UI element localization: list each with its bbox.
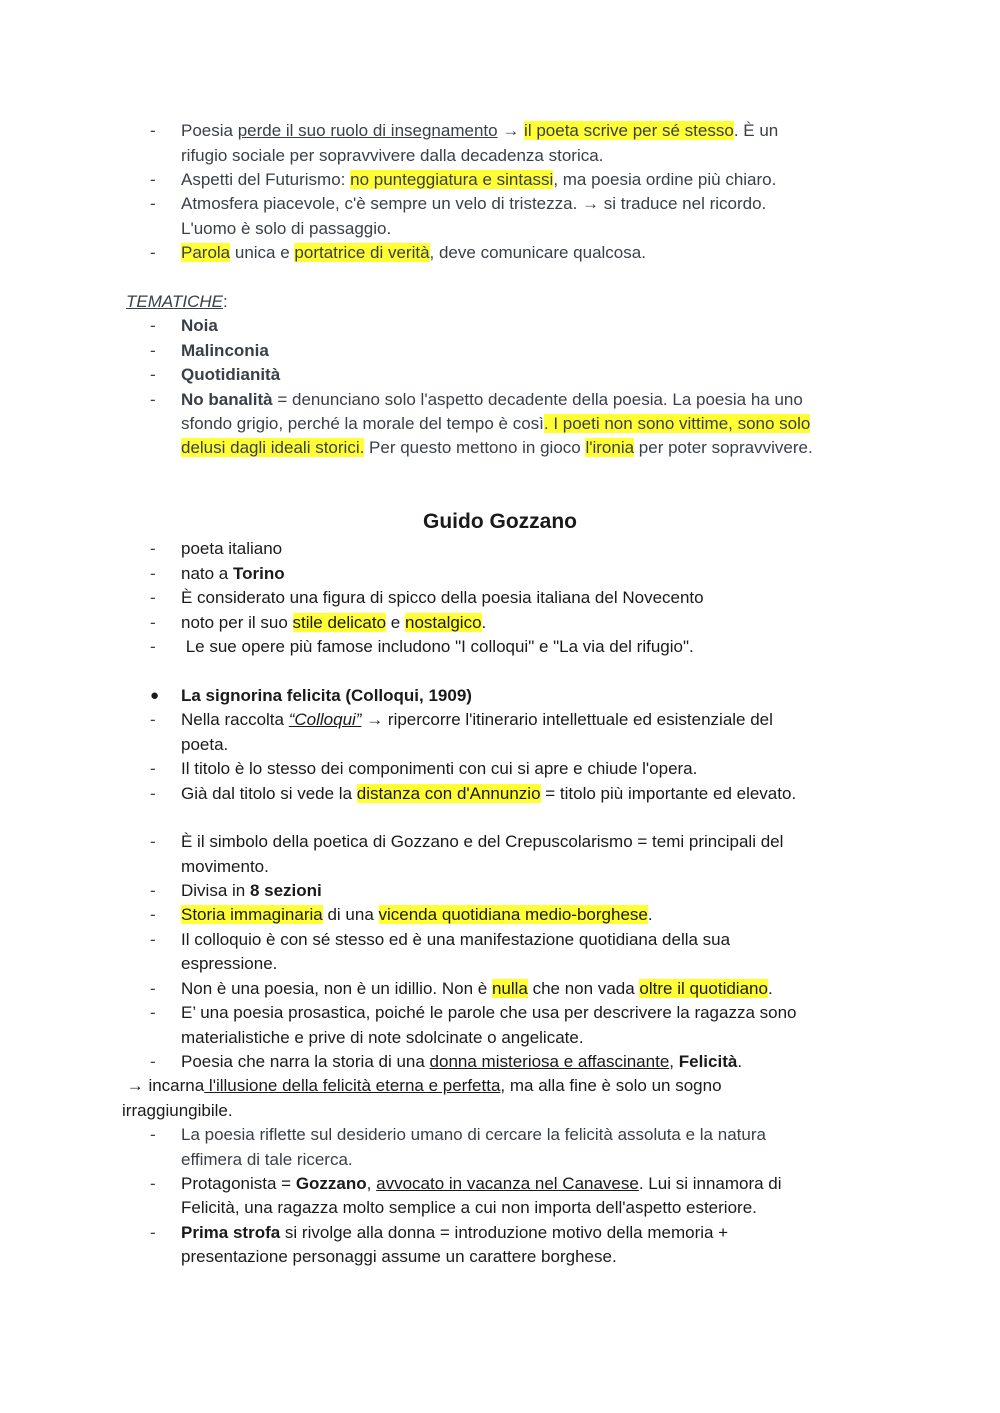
- dash-marker: -: [150, 588, 156, 607]
- dash-marker: -: [150, 759, 156, 778]
- dash-marker: -: [150, 390, 156, 409]
- bullet-marker: ●: [150, 687, 160, 704]
- dash-marker: -: [150, 979, 156, 998]
- dash-marker: -: [150, 341, 156, 360]
- dash-marker: -: [150, 881, 156, 900]
- dash-marker: -: [150, 784, 156, 803]
- dash-marker: -: [150, 1003, 156, 1022]
- dash-marker: -: [150, 121, 156, 140]
- dash-marker: -: [150, 564, 156, 583]
- free-paragraph-continuation: irraggiungibile.: [122, 1101, 233, 1120]
- dash-marker: -: [150, 905, 156, 924]
- dash-marker: -: [150, 1223, 156, 1242]
- document-page: - Poesia perde il suo ruolo di insegnamento → il poeta scrive per sé stesso. È un rifugio sociale per sopravvivere dalla decadenza storica. - Aspetti del Futurismo: no punteggiatura e sintassi, ma poesia ordine più chiaro. - Atmosfera piacevole, c'è sempre un velo di tristezza. → si traduce nel ricordo. L'uomo è solo di passaggio. - Parola unica e portatrice di verità, deve comunicare qualcosa. TEMATICHE: - Noia - Malinconia - Quotidianità - No banalità = denunciano solo l'aspetto decadente della poesia. La poesia ha uno sfondo grigio, perché la morale del tempo è così. I poeti non sono vittime, sono solo delusi dagli ideali storici. Per questo mettono in gioco l'ironia per poter sopravvivere. Guido Gozzano - poeta italiano - nato a Torino - È considerato una figura di spicco della poesia italiana del Novecento - noto per il suo stile delicato e nostalgico. - Le sue opere più famose includono "I colloqui" e "La via del rifugio". ● La signorina felicita (Colloqui, 1909) - Nella raccolta “Colloqui” → ripercorre l'itinerario intellettuale ed esistenziale del poeta. - Il titolo è lo stesso dei componimenti con cui si apre e chiude l'opera. - Già dal titolo si vede la distanza con d'Annunzio = titolo più importante ed elevato. - È il simbolo della poetica di Gozzano e del Crepuscolarismo = temi principali del movimento. - Divisa in 8 sezioni - Storia immaginaria di una vicenda quotidiana medio-borghese. - Il colloquio è con sé stesso ed è una manifestazione quotidiana della sua espressione. - Non è una poesia, non è un idillio. Non è nulla che non vada oltre il quotidiano. - E’ una poesia prosastica, poiché le parole che usa per descrivere la ragazza sono materialistiche e prive di note sdolcinate o angelicate. - Poesia che narra la storia di una donna misteriosa e affascinante, Felicità. → incarna l'illusione della felicità eterna e perfetta, ma alla fine è solo un sogno irraggiungibile. - La poesia riflette sul desiderio umano di cercare la felicità assoluta e la natura effimera di tale ricerca. - Protagonista = Gozzano, avvocato in vacanza nel Canavese. Lui si innamora di Felicità, una ragazza molto semplice a cui non importa dell'aspetto esteriore. - Prima strofa si rivolge alla donna = introduzione motivo della memoria + presentazione personaggi assume un carattere borghese.: [0, 0, 1000, 1413]
- dash-marker: -: [150, 316, 156, 335]
- dash-marker: -: [150, 637, 156, 656]
- dash-marker: -: [150, 194, 156, 213]
- tematiche-heading: TEMATICHE:: [126, 292, 228, 311]
- dash-marker: -: [150, 365, 156, 384]
- section-title: Guido Gozzano: [423, 510, 577, 533]
- free-paragraph: → incarna l'illusione della felicità eterna e perfetta, ma alla fine è solo un sogno: [122, 1076, 722, 1095]
- dash-marker: -: [150, 710, 156, 729]
- dash-marker: -: [150, 1125, 156, 1144]
- dash-marker: -: [150, 832, 156, 851]
- dash-marker: -: [150, 1174, 156, 1193]
- dash-marker: -: [150, 539, 156, 558]
- dash-marker: -: [150, 170, 156, 189]
- dash-marker: -: [150, 930, 156, 949]
- dash-marker: -: [150, 243, 156, 262]
- dash-marker: -: [150, 613, 156, 632]
- dash-marker: -: [150, 1052, 156, 1071]
